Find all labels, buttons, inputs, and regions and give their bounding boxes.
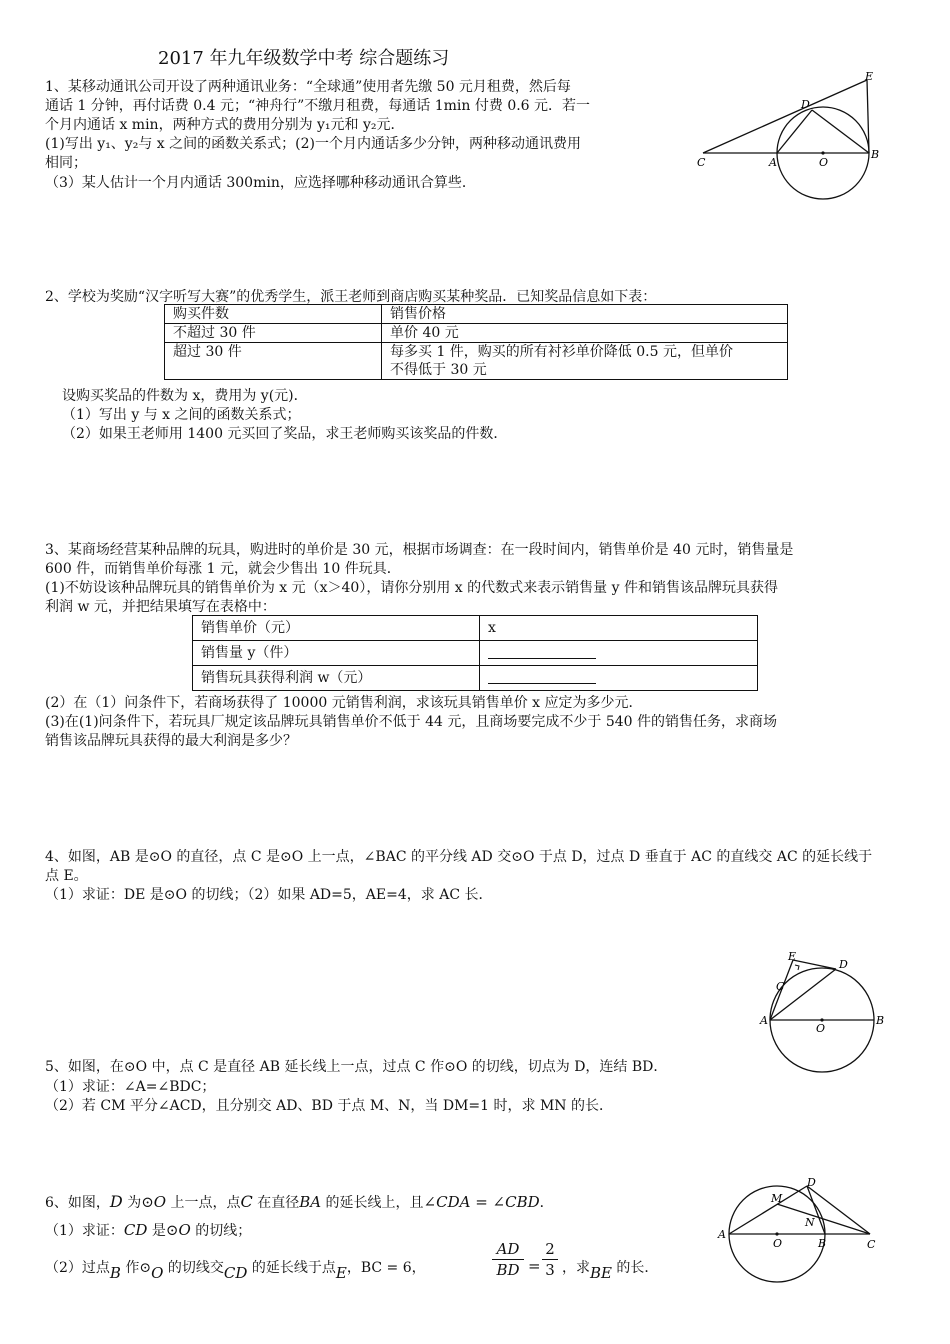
fig6-label-n: N — [805, 1216, 815, 1229]
q2-intro: 2、学校为奖励“汉字听写大赛”的优秀学生，派王老师到商店购买某种奖品．已知奖品信息如下表： — [45, 289, 657, 305]
fig1-label-c: C — [697, 156, 706, 169]
figure-q6-circle — [715, 1176, 880, 1294]
q2-table-header-price: 销售价格 — [382, 305, 788, 324]
q6-line-3-tail — [562, 1258, 659, 1282]
q2-line-3: （2）如果王老师用 1400 元买回了奖品，求王老师购买该奖品的件数． — [62, 426, 508, 442]
q6-math: CD — [223, 1264, 248, 1282]
q6-math: ⊙O — [165, 1221, 191, 1239]
q6-math: BE — [590, 1264, 612, 1282]
q3-line-7: 销售该品牌玩具获得的最大利润是多少？ — [45, 733, 297, 749]
q3-table-cell: 销售量 y（件） — [193, 641, 480, 666]
q2-table-cell-line: 每多买 1 件，购买的所有衬衫单价降低 0.5 元，但单价 — [390, 344, 733, 360]
page-title: 2017 年九年级数学中考 综合题练习 — [158, 48, 450, 69]
q6-fraction-numerator: AD — [496, 1240, 520, 1258]
q6-math: D — [109, 1192, 123, 1211]
q6-text: 是 — [147, 1223, 166, 1239]
fig1-label-b: B — [871, 148, 880, 161]
q6-text: ，BC = 6， — [346, 1260, 426, 1276]
q2-line-1: 设购买奖品的件数为 x，费用为 y(元)． — [62, 388, 308, 404]
q6-text: ，求 — [562, 1260, 590, 1276]
q2-price-table — [164, 304, 788, 380]
q1-line-6: （3）某人估计一个月内通话 300min，应选择哪种移动通讯合算些． — [45, 175, 476, 191]
fig1-label-a: A — [769, 156, 777, 169]
q2-table-cell-line: 不得低于 30 元 — [390, 362, 487, 378]
q3-table-cell: 销售玩具获得利润 w（元） — [193, 666, 480, 691]
q6-line-3 — [45, 1258, 426, 1282]
fig4-label-o: O — [816, 1022, 826, 1035]
q3-line-6: (3)在(1)问条件下，若玩具厂规定该品牌玩具销售单价不低于 44 元，且商场要完成不少于 540 件的销售任务，求商场 — [45, 714, 777, 730]
fig4-label-e: E — [788, 950, 797, 963]
fig4-label-b: B — [876, 1014, 885, 1027]
fig6-label-a: A — [718, 1228, 726, 1241]
fig4-label-d: D — [839, 958, 848, 971]
q6-fraction-ad-bd — [492, 1240, 524, 1279]
fig6-label-b: B — [818, 1237, 827, 1250]
q1-line-1: 1、某移动通讯公司开设了两种通讯业务：“全球通”使用者先缴 50 元月租费，然后每 — [45, 79, 571, 95]
q3-table-cell: 销售单价（元） — [193, 616, 480, 641]
q4-line-2: 点 E。 — [45, 868, 88, 884]
q2-table-cell: 超过 30 件 — [165, 343, 382, 380]
q2-line-2: （1）写出 y 与 x 之间的函数关系式； — [62, 407, 301, 423]
q6-math: CD — [123, 1221, 148, 1239]
q6-text: 的延长线于点 — [247, 1260, 336, 1276]
q6-text: 在直径 — [252, 1195, 300, 1211]
q6-fraction-denominator: BD — [496, 1261, 520, 1279]
q1-line-3: 个月内通话 x min，两种方式的费用分别为 y₁元和 y₂元． — [45, 117, 405, 133]
q6-text: 6、如图， — [45, 1195, 110, 1211]
q1-line-5: 相同； — [45, 155, 87, 171]
fig1-label-o: O — [819, 156, 829, 169]
q6-fraction-2-3 — [542, 1240, 558, 1279]
q1-line-4: (1)写出 y₁、y₂与 x 之间的函数关系式；(2)一个月内通话多少分钟，两种移动通讯费用 — [45, 136, 581, 152]
q6-text: （2）过点 — [45, 1260, 110, 1276]
q6-fraction-denominator: 3 — [545, 1261, 555, 1279]
q6-math: O — [151, 1264, 164, 1282]
q3-answer-blank-w[interactable] — [480, 666, 758, 691]
q6-fraction-bar — [542, 1259, 558, 1260]
q4-line-3: （1）求证：DE 是⊙O 的切线；（2）如果 AD=5，AE=4，求 AC 长． — [45, 887, 493, 903]
q3-line-3: (1)不妨设该种品牌玩具的销售单价为 x 元（x＞40），请你分别用 x 的代数式来表示销售量 y 件和销售该品牌玩具获得 — [45, 580, 778, 596]
q5-line-2: （1）求证：∠A=∠BDC； — [45, 1079, 216, 1095]
fig6-label-c: C — [867, 1238, 876, 1251]
q6-equals: = — [528, 1257, 541, 1275]
q6-text: 的切线交 — [163, 1260, 224, 1276]
figure-q4-circle — [758, 948, 898, 1074]
q5-line-3: （2）若 CM 平分∠ACD，且分别交 AD、BD 于点 M、N，当 DM=1 时，求 MN 的长． — [45, 1098, 613, 1114]
q3-line-2: 600 件，而销售单价每涨 1 元，就会少售出 10 件玩具． — [45, 561, 401, 577]
fig6-point-o — [775, 1232, 778, 1235]
fig1-line-ce — [703, 80, 867, 153]
q5-line-1: 5、如图，在⊙O 中，点 C 是直径 AB 延长线上一点，过点 C 作⊙O 的切线，切点为 D，连结 BD． — [45, 1059, 668, 1075]
fig4-line-ed — [793, 960, 836, 969]
q6-text: 为 — [122, 1195, 142, 1211]
q6-line-1 — [45, 1193, 554, 1212]
q1-line-2: 通话 1 分钟，再付话费 0.4 元；“神舟行”不缴月租费，每通话 1min 付费 0.6 元．若一 — [45, 98, 591, 114]
q2-table-cell: 单价 40 元 — [382, 324, 788, 343]
q6-math: C — [240, 1192, 253, 1211]
q2-table-header-qty: 购买件数 — [165, 305, 382, 324]
q3-answer-blank-y[interactable] — [480, 641, 758, 666]
q6-text: 上一点，点 — [166, 1195, 241, 1211]
q4-line-1: 4、如图，AB 是⊙O 的直径，点 C 是⊙O 上一点，∠BAC 的平分线 AD 交⊙O 于点 D，过点 D 垂直于 AC 的直线交 AC 的延长线于 — [45, 849, 873, 865]
q6-math: ⊙O — [141, 1193, 167, 1211]
fig4-right-angle — [795, 965, 799, 970]
q3-table-cell: x — [480, 616, 758, 641]
fig6-label-d: D — [807, 1176, 816, 1189]
fig6-label-m: M — [771, 1192, 783, 1205]
q6-fraction-bar — [492, 1259, 524, 1260]
q3-line-1: 3、某商场经营某种品牌的玩具，购进时的单价是 30 元，根据市场调查：在一段时间内，销售单价是 40 元时，销售量是 — [45, 542, 794, 558]
fig1-point-o — [821, 151, 824, 154]
figure-q1-circle-tangent — [695, 68, 895, 208]
q3-line-5: (2）在（1）问条件下，若商场获得了 10000 元销售利润，求该玩具销售单价 x 应定为多少元． — [45, 695, 643, 711]
q2-table-cell: 不超过 30 件 — [165, 324, 382, 343]
fig4-label-c: C — [776, 980, 785, 993]
q3-line-4: 利润 w 元，并把结果填写在表格中： — [45, 599, 276, 615]
fig1-label-d: D — [801, 98, 810, 111]
q3-sales-table — [192, 615, 758, 691]
q6-fraction-numerator: 2 — [545, 1240, 555, 1258]
q6-line-2 — [45, 1221, 251, 1240]
q6-math: B — [109, 1264, 121, 1282]
q6-text: 的切线； — [190, 1223, 252, 1239]
fig1-line-db — [812, 110, 869, 153]
fig4-label-a: A — [760, 1014, 768, 1027]
q6-text: ． — [539, 1195, 554, 1211]
q6-math: E — [335, 1264, 347, 1282]
q6-math: BA — [299, 1193, 322, 1211]
q6-text: （1）求证： — [45, 1223, 124, 1239]
q6-text: 作⊙ — [120, 1260, 152, 1276]
fig1-label-e: E — [865, 70, 874, 83]
q6-text: 的延长线上，且 — [321, 1195, 424, 1211]
q2-table-cell — [382, 343, 788, 380]
fig6-label-o: O — [773, 1237, 783, 1250]
q6-math: ∠CDA = ∠CBD — [423, 1193, 540, 1211]
q6-text: 的长． — [611, 1260, 659, 1276]
